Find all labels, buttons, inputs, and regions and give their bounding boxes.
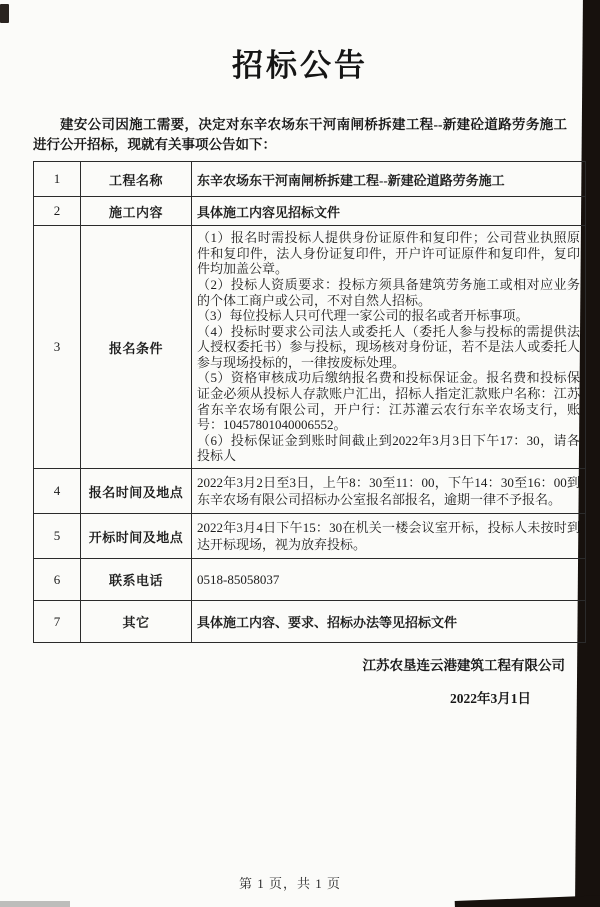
page-title: 招标公告 xyxy=(232,48,368,83)
row-label: 联系电话 xyxy=(81,559,192,601)
row-label: 报名条件 xyxy=(81,226,192,469)
condition-item: （5）资格审核成功后缴纳报名费和投标保证金。报名费和投标保证金必须从投标人存款账户汇出，招标人指定汇款账户名称：江苏省东辛农场有限公司，开户行：江苏灌云农行东辛农场支行，账号：10457801040006552。 xyxy=(197,370,580,433)
signature-company: 江苏农垦连云港建筑工程有限公司 xyxy=(362,658,565,674)
table-row xyxy=(34,559,586,601)
row-content: 2022年3月2日至3日，上午8：30至11：00，下午14：30至16：00到东辛农场有限公司招标办公室报名部报名，逾期一律不予报名。 xyxy=(192,469,586,514)
row-label: 施工内容 xyxy=(81,197,192,226)
row-content: 具体施工内容见招标文件 xyxy=(192,197,586,226)
row-number: 1 xyxy=(34,162,81,197)
table-row xyxy=(34,162,586,197)
condition-item: （2）投标人资质要求：投标方须具备建筑劳务施工或相对应业务的个体工商户或公司，不对自然人招标。 xyxy=(197,276,580,308)
page-number: 第 1 页，共 1 页 xyxy=(238,876,341,891)
table-row xyxy=(34,469,586,514)
signature-block xyxy=(33,654,567,707)
condition-item: （1）报名时需投标人提供身份证原件和复印件；公司营业执照原件和复印件，法人身份证复印件，开户许可证原件和复印件，复印件均加盖公章。 xyxy=(197,230,580,277)
row-label: 开标时间及地点 xyxy=(81,514,192,559)
row-number: 3 xyxy=(34,226,81,469)
row-number: 7 xyxy=(34,601,81,643)
row-number: 5 xyxy=(34,514,81,559)
row-content xyxy=(192,226,586,469)
table-row xyxy=(34,601,586,643)
condition-item: （4）投标时要求公司法人或委托人（委托人参与投标的需提供法人授权委托书）参与投标，现场核对身份证，若不是法人或委托人参与现场投标的，一律按废标处理。 xyxy=(197,323,580,370)
row-label: 工程名称 xyxy=(81,162,192,197)
row-label: 其它 xyxy=(81,601,192,643)
signature-date: 2022年3月1日 xyxy=(450,691,531,707)
row-label: 报名时间及地点 xyxy=(81,469,192,514)
row-content: 0518-85058037 xyxy=(192,559,586,601)
row-number: 2 xyxy=(34,197,81,226)
scan-edge-bottom-left xyxy=(0,901,70,907)
condition-item: （6）投标保证金到账时间截止到2022年3月3日下午17：30，请各投标人 xyxy=(197,432,580,464)
intro-paragraph: 建安公司因施工需要，决定对东辛农场东干河南闸桥拆建工程--新建砼道路劳务施工进行公开招标，现就有关事项公告如下： xyxy=(33,117,567,152)
row-number: 6 xyxy=(34,559,81,601)
row-content: 具体施工内容、要求、招标办法等见招标文件 xyxy=(192,601,586,643)
row-number: 4 xyxy=(34,469,81,514)
table-row xyxy=(34,514,586,559)
scan-mark-top-left xyxy=(0,4,9,23)
scan-edge-bottom-right xyxy=(455,894,600,907)
row-content: 东辛农场东干河南闸桥拆建工程--新建砼道路劳务施工 xyxy=(192,162,586,197)
row-content: 2022年3月4日下午15：30在机关一楼会议室开标，投标人未按时到达开标现场，视为放弃投标。 xyxy=(192,514,586,559)
announcement-table xyxy=(33,161,586,643)
condition-item: （3）每位投标人只可代理一家公司的报名或者开标事项。 xyxy=(197,308,529,324)
table-row xyxy=(34,197,586,226)
table-row xyxy=(34,226,586,469)
document-content xyxy=(33,0,580,707)
